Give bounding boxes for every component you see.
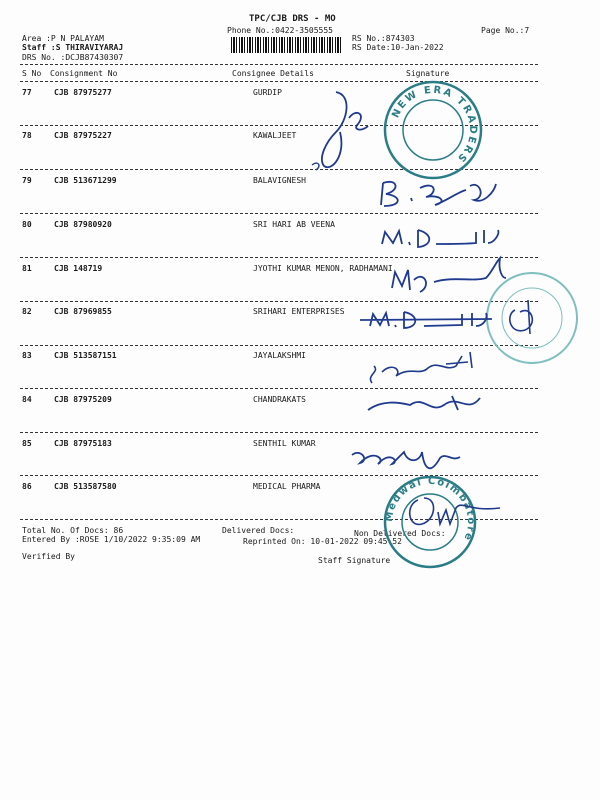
- column-consignee: Consignee Details: [232, 69, 314, 78]
- serial-number: 85: [22, 439, 32, 448]
- reprinted-on: Reprinted On: 10-01-2022 09:45:52: [243, 537, 402, 546]
- staff-signature-label: Staff Signature: [318, 556, 391, 565]
- consignee-name: JYOTHI KUMAR MENON, RADHAMANI: [253, 264, 393, 273]
- consignee-name: SRIHARI ENTERPRISES: [253, 307, 345, 316]
- consignment-number: CJB 87975209: [54, 395, 112, 404]
- signature: [322, 92, 368, 167]
- serial-number: 79: [22, 176, 32, 185]
- serial-number: 83: [22, 351, 32, 360]
- consignee-name: GURDIP: [253, 88, 282, 97]
- stamp-text: NEW ERA TRADERS: [390, 84, 479, 165]
- signature: [382, 230, 498, 247]
- consignment-number: CJB 87975227: [54, 131, 112, 140]
- area-label: Area :P N PALAYAM: [22, 34, 104, 43]
- entered-by: Entered By :ROSE 1/10/2022 9:35:09 AM: [22, 535, 201, 544]
- total-docs: Total No. Of Docs: 86: [22, 526, 124, 535]
- serial-number: 80: [22, 220, 32, 229]
- delivered-docs: Delivered Docs:: [222, 526, 295, 535]
- consignment-number: CJB 513587151: [54, 351, 117, 360]
- consignment-number: CJB 87980920: [54, 220, 112, 229]
- column-signature: Signature: [406, 69, 450, 78]
- consignee-name: CHANDRAKATS: [253, 395, 306, 404]
- consignment-number: CJB 148719: [54, 264, 103, 273]
- page-number: Page No.:7: [481, 26, 530, 35]
- consignee-name: SENTHIL KUMAR: [253, 439, 316, 448]
- consignee-name: BALAVIGNESH: [253, 176, 306, 185]
- consignment-number: CJB 87975183: [54, 439, 112, 448]
- consignee-name: MEDICAL PHARMA: [253, 482, 321, 491]
- signature: [410, 498, 500, 524]
- column-consignment: Consignment No: [50, 69, 118, 78]
- signature: [368, 396, 480, 410]
- verified-by: Verified By: [22, 552, 75, 561]
- signature: [312, 163, 319, 170]
- signature: [392, 258, 506, 292]
- consignment-number: CJB 87969855: [54, 307, 112, 316]
- signature: [360, 312, 492, 328]
- signature: [381, 182, 496, 206]
- svg-text:Medwal Coimbatore: [384, 476, 476, 543]
- consignee-name: SRI HARI AB VEENA: [253, 220, 335, 229]
- document-title: TPC/CJB DRS - MO: [249, 14, 336, 24]
- non-delivered-docs: Non Delivered Docs:: [354, 529, 446, 538]
- stamp-text: Medwal Coimbatore: [383, 475, 477, 543]
- consignee-name: JAYALAKSHMI: [253, 351, 306, 360]
- company-stamp: [385, 82, 481, 178]
- consignment-number: CJB 513587580: [54, 482, 117, 491]
- serial-number: 81: [22, 264, 32, 273]
- rs-date: RS Date:10-Jan-2022: [352, 43, 444, 52]
- signature: [370, 352, 472, 383]
- phone-number: Phone No.:0422-3505555: [227, 26, 333, 35]
- rs-number: RS No.:874303: [352, 34, 415, 43]
- serial-number: 86: [22, 482, 32, 491]
- column-sno: S No: [22, 69, 42, 78]
- serial-number: 78: [22, 131, 32, 140]
- drs-number: DRS No. :DCJB87430307: [22, 53, 124, 62]
- staff-label: Staff :S THIRAVIYARAJ: [22, 43, 124, 52]
- consignee-name: KAWALJEET: [253, 131, 297, 140]
- signature: [352, 452, 460, 468]
- serial-number: 82: [22, 307, 32, 316]
- pharmacy-stamp: [384, 476, 476, 567]
- consignment-number: CJB 87975277: [54, 88, 112, 97]
- serial-number: 84: [22, 395, 32, 404]
- consignment-number: CJB 513671299: [54, 176, 117, 185]
- signature: [510, 300, 533, 334]
- serial-number: 77: [22, 88, 32, 97]
